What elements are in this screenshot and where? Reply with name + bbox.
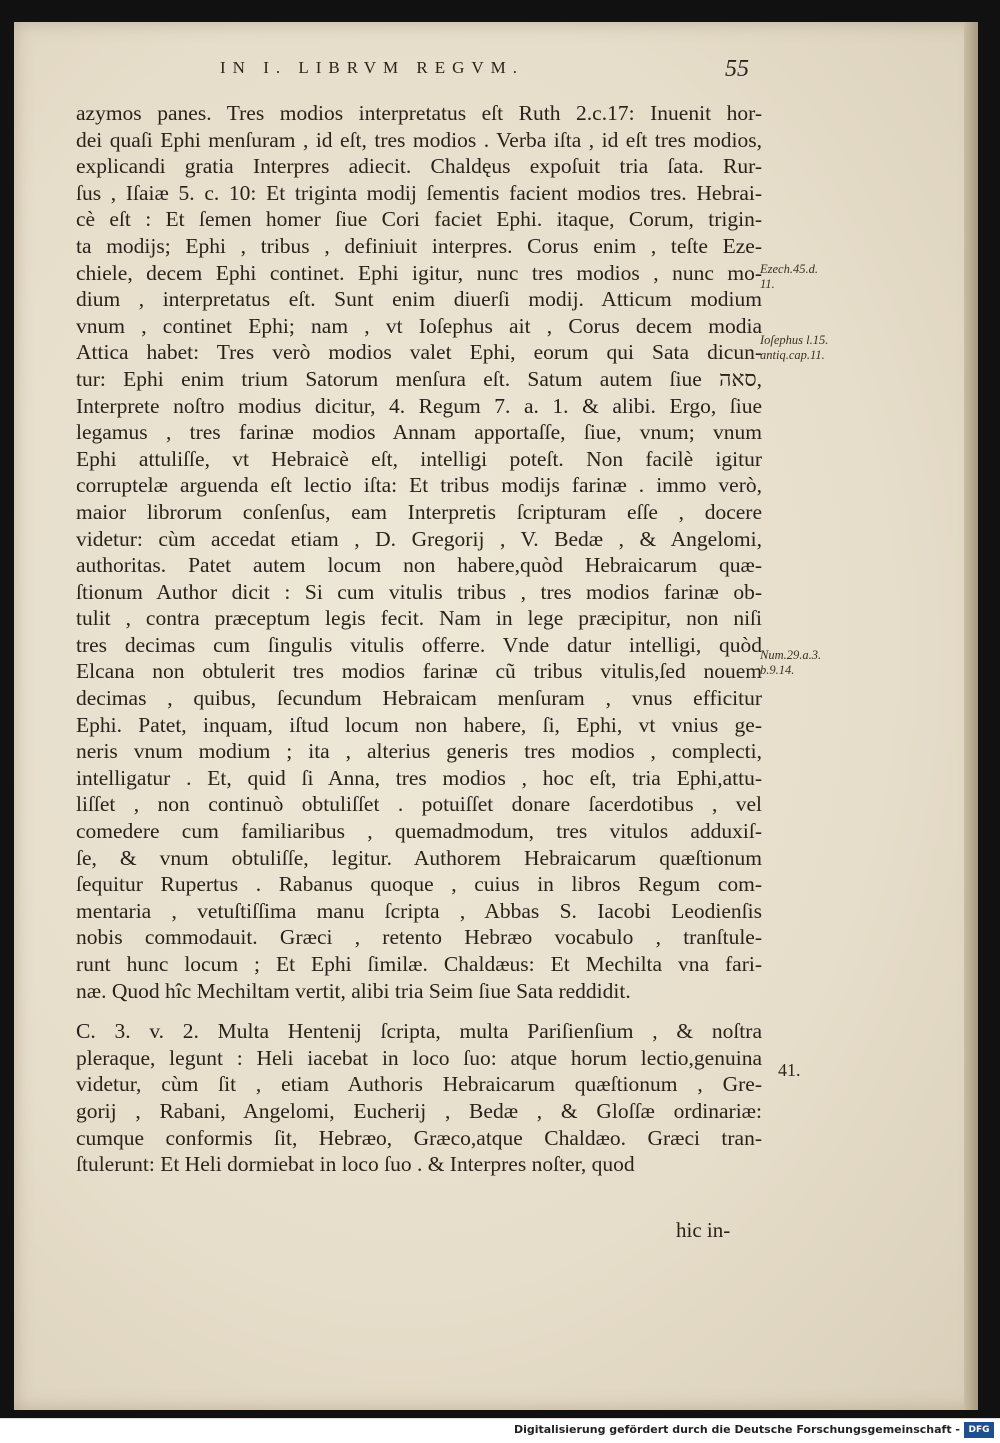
text-line: Attica habet: Tres verò modios valet Ephi, eorum qui Sata dicun- — [76, 340, 762, 365]
footer-bar — [0, 1418, 1000, 1443]
paragraph-2 — [76, 1018, 762, 1178]
text-line: ſequitur Rupertus . Rabanus quoque , cuius in libros Regum com- — [76, 872, 762, 897]
sidenote-line: antiq.cap.11. — [760, 348, 825, 362]
paragraph-1 — [76, 100, 762, 1004]
text-line: nobis commodauit. Græci , retento Hebræo vocabulo , tranſtule- — [76, 925, 762, 950]
text-line: næ. Quod hîc Mechiltam vertit, alibi tria Seim ſiue Sata reddidit. — [76, 978, 631, 1003]
sidenote-line: Ioſephus l.15. — [760, 333, 829, 347]
main-text — [76, 100, 762, 1178]
text-line: Elcana non obtulerit tres modios farinæ cũ tribus vitulis,ſed nouem — [76, 659, 762, 684]
dfg-logo: DFG — [964, 1422, 994, 1438]
text-line: cè eſt : Et ſemen homer ſiue Cori faciet Ephi. itaque, Corum, trigin- — [76, 207, 762, 232]
text-line: ſus , Iſaiæ 5. c. 10: Et triginta modij ſementis facient modios tres. Hebrai- — [76, 180, 762, 205]
text-line: dei quaſi Ephi menſuram , id eſt, tres modios . Verba iſta , id eſt tres modios, — [76, 127, 762, 152]
text-line: intelligatur . Et, quid ſi Anna, tres modios , hoc eſt, tria Ephi,attu- — [76, 765, 762, 790]
text-line: explicandi gratia Interpres adiecit. Chaldęus expoſuit tria ſata. Rur- — [76, 154, 762, 179]
text-line: videtur, cùm ſit , etiam Authoris Hebraicarum quæſtionum , Gre- — [76, 1072, 762, 1097]
text-line: Ephi. Patet, inquam, iſtud locum non habere, ſi, Ephi, vt vnius ge- — [76, 712, 762, 737]
text-line: ſtulerunt: Et Heli dormiebat in loco ſuo . & Interpres noſter, quod — [76, 1152, 635, 1177]
text-line: ſtionum Author dicit : Si cum vitulis tribus , tres modios farinæ ob- — [76, 579, 762, 604]
funding-notice: Digitalisierung gefördert durch die Deutsche Forschungsgemeinschaft - — [513, 1423, 960, 1436]
sidenote-iosephus — [760, 333, 828, 363]
text-line: videtur: cùm accedat etiam , D. Gregorij , V. Bedæ , & Angelomi, — [76, 526, 762, 551]
text-line: ta modijs; Ephi , tribus , definiuit interpres. Corus enim , teſte Eze- — [76, 233, 762, 258]
text-line: chiele, decem Ephi continet. Ephi igitur, nunc tres modios , nunc mo- — [76, 260, 762, 285]
sidenote-numeri — [760, 648, 821, 678]
running-head: IN I. LIBRVM REGVM. — [220, 58, 524, 77]
text-line: tur: Ephi enim trium Satorum menſura eſt. Satum autem ſiue סאה, — [76, 366, 762, 391]
text-line: cumque conformis ſit, Hebræo, Græco,atque Chaldæo. Græci tran- — [76, 1125, 762, 1150]
text-line: decimas , quibus, ſecundum Hebraicam menſuram , vnus efficitur — [76, 686, 762, 711]
text-line: maior librorum conſenſus, eam Interpretis ſcripturam eſſe , docere — [76, 499, 762, 524]
text-line: authoritas. Patet autem locum non habere,quòd Hebraicarum quæ- — [76, 553, 762, 578]
catchword: hic in- — [676, 1218, 731, 1242]
text-line: vnum , continet Ephi; nam , vt Ioſephus ait , Corus decem modia — [76, 313, 762, 338]
text-line: pleraque, legunt : Heli iacebat in loco ſuo: atque horum lectio,genuina — [76, 1045, 762, 1070]
text-line: C. 3. v. 2. Multa Hentenij ſcripta, multa Pariſienſium , & noſtra — [76, 1019, 762, 1044]
text-line: ſe, & vnum obtuliſſe, legitur. Authorem Hebraicarum quæſtionum — [76, 845, 762, 870]
sidenote-line: Ezech.45.d. — [760, 262, 818, 276]
sidenote-line: 11. — [760, 277, 775, 291]
text-line: azymos panes. Tres modios interpretatus eſt Ruth 2.c.17: Inuenit hor- — [76, 101, 762, 125]
text-line: legamus , tres farinæ modios Annam apportaſſe, ſiue, vnum; vnum — [76, 420, 762, 445]
text-line: neris vnum modium ; ita , alterius generis tres modios , complecti, — [76, 739, 762, 764]
text-line: tres decimas cum ſingulis vitulis offerre. Vnde datur intelligi, quòd — [76, 632, 762, 657]
text-line: liſſet , non continuò obtuliſſet . potuiſſet donare ſacerdotibus , vel — [76, 792, 762, 817]
sidenote-section-number: 41. — [778, 1060, 801, 1080]
text-line: runt hunc locum ; Et Ephi ſimilæ. Chaldæus: Et Mechilta vna fari- — [76, 952, 762, 976]
page-number: 55 — [725, 56, 749, 82]
text-line: dium , interpretatus eſt. Sunt enim diuerſi modij. Atticum modium — [76, 287, 762, 312]
text-line: tulit , contra præceptum legis fecit. Nam in lege præcipitur, non niſi — [76, 606, 762, 631]
sidenote-ezechiel — [760, 262, 818, 292]
text-line: corruptelæ arguenda eſt lectio iſta: Et tribus modijs farinæ . immo verò, — [76, 473, 762, 498]
text-line: gorij , Rabani, Angelomi, Eucherij , Bedæ , & Gloſſæ ordinariæ: — [76, 1098, 762, 1123]
text-line: Ephi attuliſſe, vt Hebraicè eſt, intelligi poteſt. Non facilè igitur — [76, 446, 762, 471]
text-line: mentaria , vetuſtiſſima manu ſcripta , Abbas S. Iacobi Leodienſis — [76, 898, 762, 923]
text-line: comedere cum familiaribus , quemadmodum, tres vitulos adduxiſ- — [76, 819, 762, 844]
page-edge — [964, 22, 978, 1410]
sidenote-line: Num.29.a.3. — [760, 648, 822, 662]
sidenote-line: b.9.14. — [760, 663, 795, 677]
text-line: Interprete noſtro modius dicitur, 4. Regum 7. a. 1. & alibi. Ergo, ſiue — [76, 393, 762, 418]
